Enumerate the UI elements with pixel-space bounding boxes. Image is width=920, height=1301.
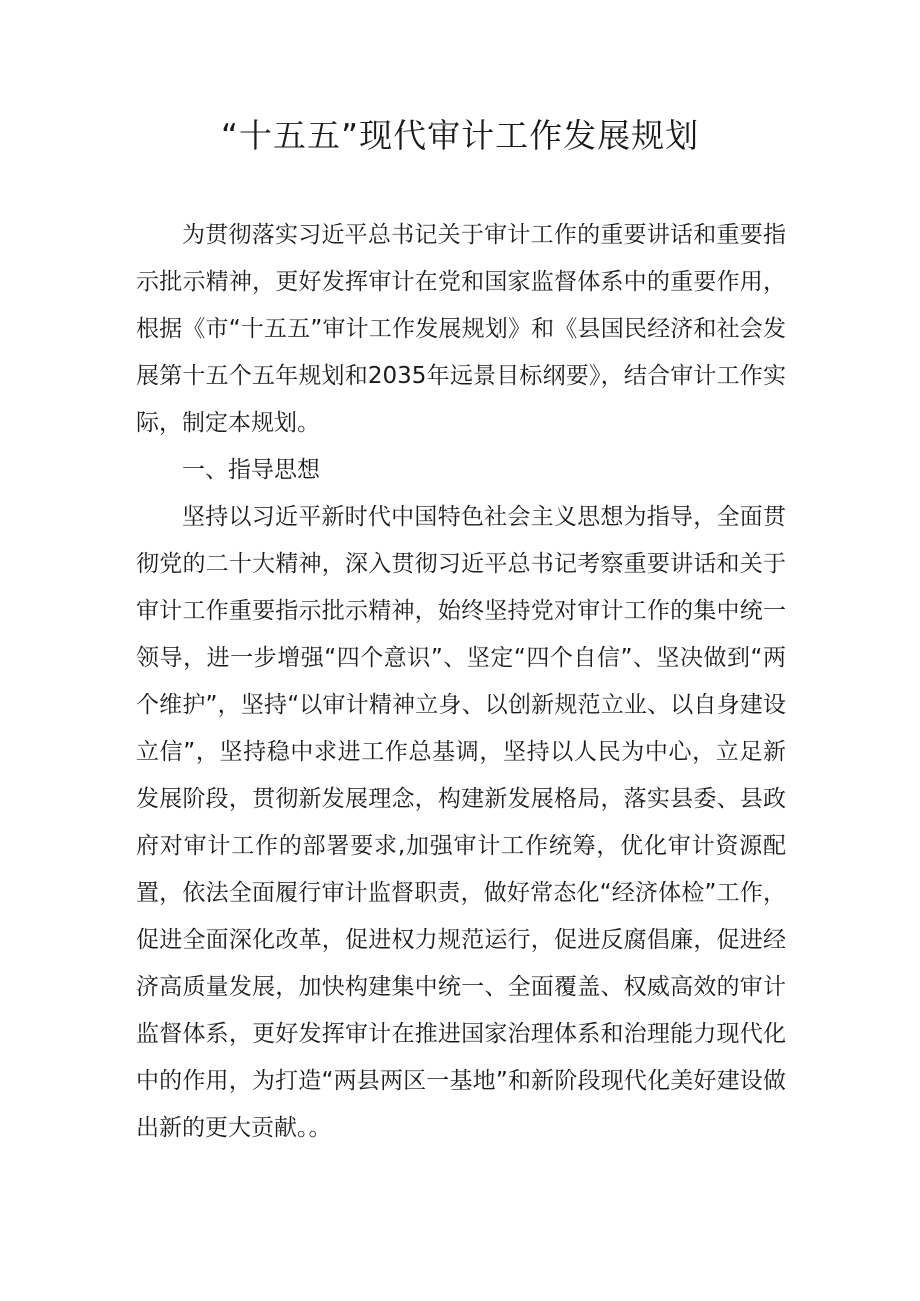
document-title: “十五五”现代审计工作发展规划 (220, 116, 700, 155)
section-heading-guiding-ideology: 一、指导思想 (182, 457, 320, 483)
document-body (136, 212, 786, 1152)
intro-paragraph: 为贯彻落实习近平总书记关于审计工作的重要讲话和重要指示批示精神，更好发挥审计在党和国家监督体系中的重要作用，根据《市“十五五”审计工作发展规划》和《县国民经济和社会发展第十五个五年规划和2035年远景目标纲要》，结合审计工作实际，制定本规划。 (136, 222, 786, 436)
guiding-ideology-paragraph: 坚持以习近平新时代中国特色社会主义思想为指导，全面贯彻党的二十大精神，深入贯彻习近平总书记考察重要讲话和关于审计工作重要指示批示精神，始终坚持党对审计工作的集中统一领导，进一步增强“四个意识”、坚定“四个自信”、坚决做到“两个维护”，坚持“以审计精神立身、以创新规范立业、以自身建设立信”，坚持稳中求进工作总基调，坚持以人民为中心，立足新发展阶段，贯彻新发展理念，构建新发展格局，落实县委、县政府对审计工作的部署要求,加强审计工作统筹，优化审计资源配置，依法全面履行审计监督职责，做好常态化“经济体检”工作，促进全面深化改革，促进权力规范运行，促进反腐倡廉，促进经济高质量发展，加快构建集中统一、全面覆盖、权威高效的审计监督体系，更好发挥审计在推进国家治理体系和治理能力现代化中的作用，为打造“两县两区一基地”和新阶段现代化美好建设做出新的更大贡献。。 (136, 504, 786, 1141)
